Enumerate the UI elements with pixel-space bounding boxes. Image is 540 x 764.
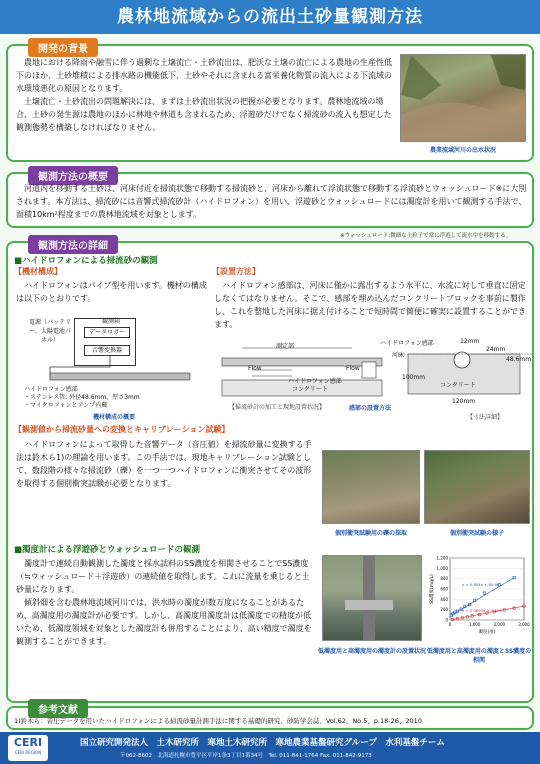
turbidity-paragraph-2: 傾斜畑を含む農林地流域河川では、洪水時の濁度が数万度になることがあるため、高濁度用の濁度計が必要です。しかし、高濁度用濁度計は低濁度での精度が低いため、低濁度領域を対象とした濁度計も併用することにより、高い精度で濁度を観測することができます。	[16, 598, 312, 646]
equipment-text: ハイドロフォンはパイプ型を用います。機材の構成は以下のとおりです。	[16, 281, 207, 303]
block-concrete-label: コンクリート	[292, 386, 328, 393]
turbidity-paragraph-1: 濁度計で連続自動観測した濁度と採水試料のSS濃度を相関させることでSS濃度（≒ウォッシュロード＋浮遊砂）の連続値を取得します。これに流量を乗じると土砂量になります。	[16, 559, 310, 594]
references-label: 参考文献	[28, 699, 88, 718]
dim-concrete: コンクリート	[440, 382, 476, 389]
block-sensor-label: ハイドロフォン感部	[288, 378, 342, 385]
x-tick-label: 1,000	[468, 622, 481, 627]
sensor-label: ハイドロフォン感部	[24, 386, 78, 393]
overview-text	[16, 182, 528, 221]
ceri-logo	[8, 735, 48, 761]
x-tick-label: 0	[448, 622, 452, 627]
install-text: ハイドロフォン感部は、河床に僅かに露出するよう水平に、水流に対して垂直に固定しなくてはなりません。そこで、感部を埋め込んだコンクリートブロックを事前に製作し、これを整地した河床に据え付けることで短時間で簡便に確実に設置することができます。	[214, 281, 526, 329]
reference-1: 1)鈴木ら：音圧データを用いたハイドロフォンによる掃流砂量計測手法に関する基礎的研究、砂防学会誌、Vol.62、No.5、p.18-26、2010	[14, 717, 422, 725]
organization-address: 〒062-8602 北海道札幌市豊平区平岸1条3丁目1番34号 Tel. 011-841-1764 Fax. 011-842-9173	[120, 753, 372, 759]
y-tick-label: 400	[440, 596, 448, 602]
river-photo-graphic	[401, 55, 525, 141]
flow-label-2: Flow	[346, 365, 360, 372]
x-tick-label: 2,000	[493, 622, 506, 627]
river-photo-caption: 農業流域河川の出水状況	[429, 147, 496, 154]
turbidity-meter-photo	[322, 555, 422, 641]
overview-paragraph: 河道内を移動する土砂は、河床付近を掃流状態で移動する掃流砂と、河床から離れて浮流状態で移動する浮流砂とウォッシュロード※に大別されます。本方法は、掃流砂には音響式掃流砂計（ハイドロフォン）を用い、浮遊砂とウォッシュロードには濁度計を用いて観測する手法で、面積10km²程度までの農林地流域を対象とします。	[16, 184, 527, 219]
sensor-spec-tube: ・ステンレス管: 外径48.6mm、厚さ3mm	[24, 394, 140, 401]
x-axis-label: 濁度(度)	[478, 630, 496, 635]
y-tick-label: 200	[440, 607, 448, 613]
chart-caption: 低濁度用と高濁度用の濁度とSS濃度の相関	[426, 648, 532, 664]
dim-48-6mm: 48.6mm	[506, 356, 532, 363]
dim-24mm: 24mm	[486, 346, 506, 353]
y-tick-label: 600	[440, 586, 448, 592]
sensor-spec-mic: ・マイクロフォンとアンプ内蔵	[24, 402, 108, 409]
equipment-wiring	[30, 355, 200, 385]
equipment-heading: 【機材構成】	[14, 267, 62, 276]
background-text	[16, 56, 392, 134]
gravel-photo-caption: 個別衝突試験用の礫の採取	[334, 530, 407, 537]
ceri-logo-sub: CERI REGION	[14, 750, 42, 755]
install-heading: 【設置方法】	[212, 267, 260, 276]
turbidity-meter-graphic	[323, 556, 421, 640]
power-box: 電源（バッテリー、太陽電池パネル）	[28, 316, 72, 356]
y-tick-label: 800	[440, 576, 448, 582]
dim-120mm: 120mm	[452, 398, 476, 405]
dim-bed-label: 河床	[392, 352, 405, 359]
observation-box-label: 観測箱	[102, 318, 121, 325]
background-paragraph-2: 土壌流亡・土砂流出の問題解決には、まずは土砂流出状況の把握が必要となります。農林地流域の場合、土砂の発生源は農地のほかに林地や林道も含まれるため、浮遊砂だけでなく掃流砂の流入も想定した観測態勢を構築しなければなりません。	[16, 97, 392, 132]
impact-photo-caption: 個別衝突試験の様子	[449, 530, 504, 537]
turbidity-ss-chart	[428, 552, 532, 644]
measure-part-label: 測定部	[276, 343, 295, 350]
overview-label: 観測方法の概要	[28, 166, 118, 185]
acoustic-converter-box: 音響変換器	[84, 345, 130, 356]
calibration-heading: 【観測値から掃流砂量への変換とキャリブレーション試験】	[14, 425, 230, 434]
dim-100mm: 100mm	[402, 374, 426, 381]
equipment-caption: 機材構成の概要	[92, 414, 135, 421]
y-tick-label: 1,000	[436, 565, 448, 571]
data-logger-box: データロガー	[84, 327, 130, 338]
hydrophone-heading: ■ハイドロフォンによる掃流砂の観測	[14, 256, 158, 266]
block-caption: 【掃流砂計の加工と現地設置状況】	[228, 404, 325, 411]
washload-note: ※ウォッシュロード:微細な土粒子で常に浮遊して流水中を移動する。	[340, 233, 512, 239]
y-tick-label: 1,200	[436, 555, 448, 561]
y-axis-label: SS濃度(mg/L)	[430, 574, 435, 604]
dim-sensor-label: ハイドロフォン感部	[380, 340, 434, 347]
turbidity-photo-caption: 低濁度用と高濁度用の濁度計の設置状況	[318, 648, 427, 655]
gravel-sampling-photo	[322, 450, 420, 524]
turbidity-text	[16, 557, 316, 648]
ceri-logo-text: CERI	[13, 736, 43, 749]
background-label: 開発の背景	[28, 38, 98, 57]
dimensions-caption: 【寸法詳細】	[466, 414, 503, 421]
page-title: 農林地流域からの流出土砂量観測方法	[0, 0, 540, 34]
background-paragraph-1: 農地における降雨や融雪に伴う過剰な土壌流亡・土砂流出は、肥沃な土壌の流亡による農地の生産性低下のほか、土砂堆積による排水路の機能低下、土砂やそれに含まれる富栄養化物質の流入による下流域の水環境悪化の原因となります。	[16, 58, 392, 93]
flow-label-1: Flow	[248, 365, 262, 372]
river-flood-photo	[400, 54, 526, 142]
dim-12mm: 12mm	[460, 338, 480, 345]
turbidity-heading: ■濁度計による浮遊砂とウォッシュロードの観測	[14, 545, 201, 555]
footer	[0, 732, 540, 764]
x-tick-label: 3,000	[518, 622, 530, 627]
calibration-text: ハイドロフォンによって取得した音響データ（音圧値）を掃流砂量に変換する手法は鈴木ら1)の理論を用います。この手法では、現地キャリブレーション試験として、数段階の様々な掃流砂（礫）を一つ一つハイドロフォンに衝突させてその波形を取得する個別衝突試験が必要となります。	[16, 440, 312, 488]
organization-name: 国立研究開発法人 土木研究所 寒地土木研究所 寒地農業基盤研究グループ 水利基盤チーム	[80, 738, 445, 748]
y-tick-label: 0	[445, 617, 448, 623]
trend-equation: y = 0.304x + 80.96	[462, 582, 500, 587]
trend-equation: y = 0.0895x + 1.105	[462, 608, 502, 613]
impact-test-photo	[424, 450, 530, 524]
details-label: 観測方法の詳細	[28, 235, 118, 254]
install-method-caption: 感部の設置方法	[348, 405, 391, 412]
